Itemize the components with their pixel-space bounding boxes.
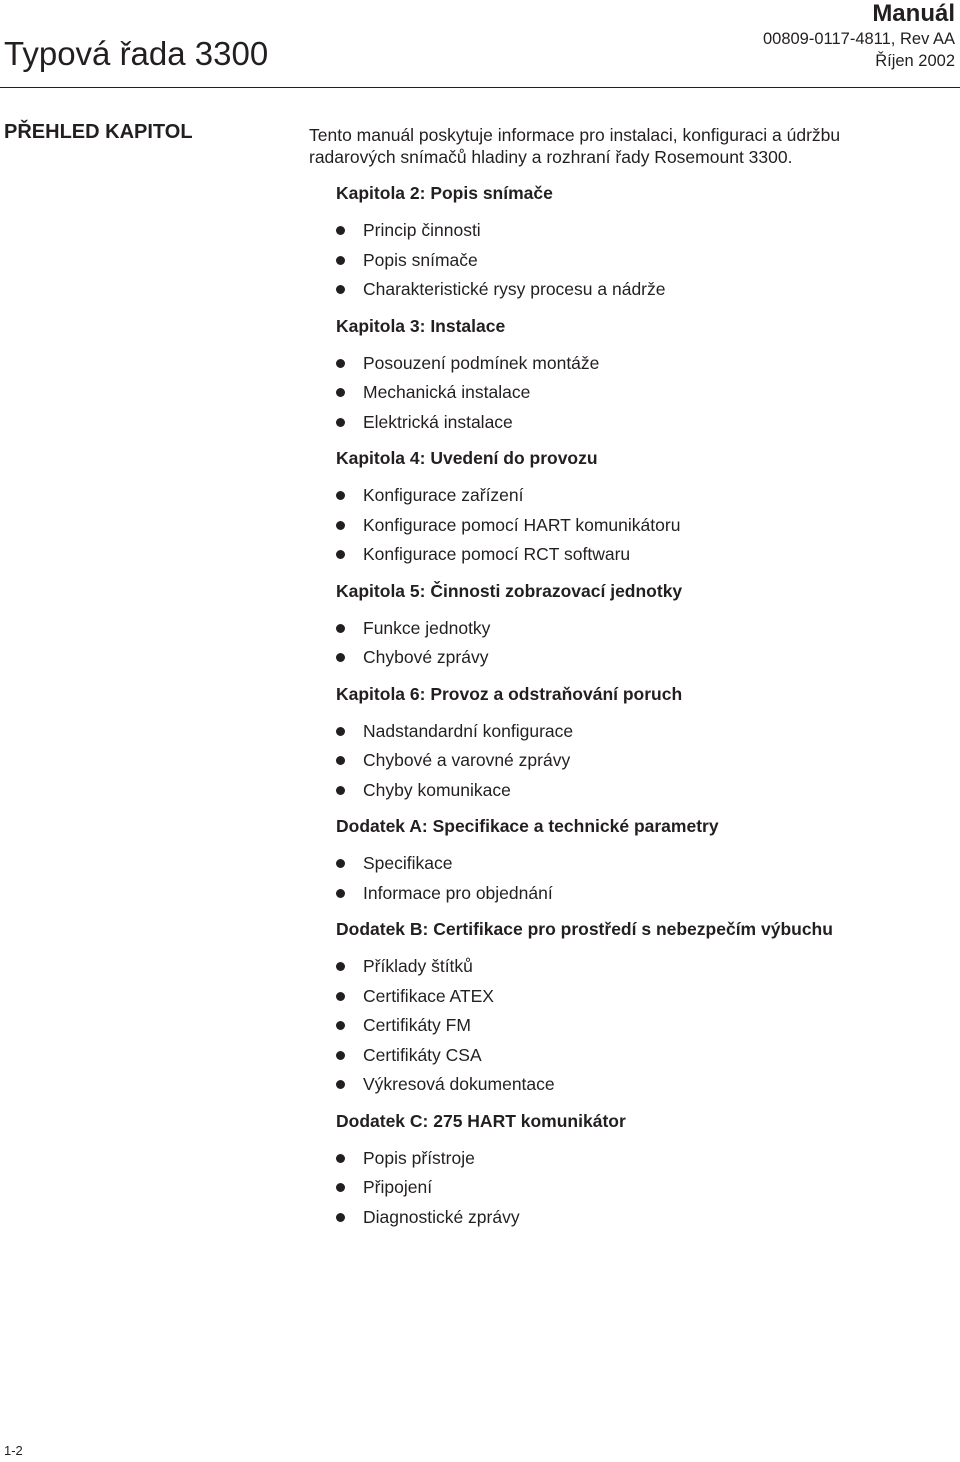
chapter-topic-label: Certifikáty FM [363,1015,471,1035]
chapter-heading: Kapitola 6: Provoz a odstraňování poruch [336,683,683,704]
chapter-topic-label: Výkresová dokumentace [363,1074,555,1094]
chapter-topic-label: Elektrická instalace [363,411,513,432]
chapter-topic-label: Popis přístroje [363,1147,475,1168]
chapter-topic-list [336,1144,936,1233]
chapter-topic-item [336,849,936,879]
bullet-icon [336,624,345,633]
bullet-icon [336,418,345,427]
chapter-topic-label: Chybové a varovné zprávy [363,750,571,770]
document-number: 00809-0117-4811, Rev AA [762,30,955,48]
chapter-topic-list [336,216,936,305]
bullet-icon [336,359,345,368]
chapter-topic-label: Certifikáty CSA [363,1044,482,1065]
document-date: Říjen 2002 [875,52,955,70]
page-number: 1-2 [4,1443,23,1458]
chapter-topic-item [336,1041,936,1071]
chapter-topic-label: Konfigurace pomocí HART komunikátoru [363,514,681,535]
chapter-topic-item [336,1203,936,1233]
bullet-icon [336,226,345,235]
chapter-heading: Dodatek A: Specifikace a technické parametry [336,816,719,836]
chapter-topic-label: Popis snímače [363,249,478,270]
chapter-topic-label: Příklady štítků [363,956,473,976]
chapter-topic-label: Certifikace ATEX [363,985,494,1006]
chapter-topic-list [336,481,936,570]
bullet-icon [336,653,345,662]
header-meta [763,0,955,72]
bullet-icon [336,285,345,294]
bullet-icon [336,491,345,500]
chapter-topic-label: Informace pro objednání [363,882,553,903]
bullet-icon [336,256,345,265]
document-type: Manuál [872,0,955,27]
chapter-topic-item [336,349,936,379]
chapter-topic-item [336,1011,936,1041]
intro-paragraph: Tento manuál poskytuje informace pro instalaci, konfiguraci a údržbu radarových snímačů hladiny a rozhraní řady Rosemount 3300. [309,125,841,167]
chapter-topic-item [336,408,936,438]
bullet-icon [336,521,345,530]
chapter-topic-list [336,614,936,673]
bullet-icon [336,992,345,1001]
chapter-heading: Kapitola 2: Popis snímače [336,183,553,203]
chapter-block [336,915,936,1100]
chapter-topic-item [336,511,936,541]
bullet-icon [336,1051,345,1060]
chapter-topic-item [336,879,936,909]
chapter-topic-label: Posouzení podmínek montáže [363,352,600,373]
chapter-topic-label: Nadstandardní konfigurace [363,720,574,741]
chapter-topic-list [336,849,936,908]
chapter-topic-item [336,746,936,776]
bullet-icon [336,1154,345,1163]
chapter-topic-item [336,776,936,806]
chapter-topic-label: Diagnostické zprávy [363,1206,520,1227]
chapter-topic-label: Připojení [363,1177,433,1197]
chapter-topic-label: Konfigurace zařízení [363,485,524,505]
chapter-block [336,812,936,908]
chapter-topic-item [336,246,936,276]
chapter-topic-item [336,1144,936,1174]
chapter-topic-item [336,643,936,673]
bullet-icon [336,1021,345,1030]
chapter-topic-list [336,349,936,438]
bullet-icon [336,962,345,971]
chapter-topic-list [336,717,936,806]
bullet-icon [336,388,345,397]
bullet-icon [336,1213,345,1222]
chapter-topic-item [336,540,936,570]
chapter-topic-list [336,952,936,1100]
chapter-topic-item [336,1070,936,1100]
chapter-block [336,312,936,438]
chapter-block [336,680,936,806]
bullet-icon [336,786,345,795]
chapter-topic-label: Specifikace [363,853,453,873]
chapter-topic-label: Funkce jednotky [363,617,491,638]
bullet-icon [336,1183,345,1192]
chapter-topic-label: Chybové zprávy [363,647,489,667]
chapter-topic-item [336,481,936,511]
chapter-topic-label: Chyby komunikace [363,779,511,800]
section-title: PŘEHLED KAPITOL [4,121,193,143]
chapter-topic-item [336,717,936,747]
chapter-topic-label: Charakteristické rysy procesu a nádrže [363,279,666,299]
bullet-icon [336,550,345,559]
chapter-topic-item [336,952,936,982]
chapter-block [336,1107,936,1233]
document-title: Typová řada 3300 [4,35,269,72]
chapter-topic-item [336,614,936,644]
chapter-topic-item [336,982,936,1012]
chapter-topic-label: Mechanická instalace [363,382,531,402]
bullet-icon [336,756,345,765]
chapter-block [336,577,936,673]
chapter-heading: Dodatek C: 275 HART komunikátor [336,1110,626,1131]
bullet-icon [336,889,345,898]
bullet-icon [336,727,345,736]
chapter-heading: Dodatek B: Certifikace pro prostředí s nebezpečím výbuchu [336,919,833,939]
bullet-icon [336,1080,345,1089]
header-divider [0,87,960,88]
chapter-topic-label: Princip činnosti [363,220,481,240]
chapter-topic-label: Konfigurace pomocí RCT softwaru [363,544,631,564]
chapter-heading: Kapitola 3: Instalace [336,315,506,336]
bullet-icon [336,859,345,868]
chapter-topic-item [336,275,936,305]
chapter-block [336,444,936,570]
chapter-topic-item [336,378,936,408]
chapter-heading: Kapitola 4: Uvedení do provozu [336,448,598,468]
chapter-list [336,179,936,1239]
chapter-topic-item [336,216,936,246]
chapter-heading: Kapitola 5: Činnosti zobrazovací jednotky [336,580,683,601]
chapter-topic-item [336,1173,936,1203]
chapter-block [336,179,936,305]
